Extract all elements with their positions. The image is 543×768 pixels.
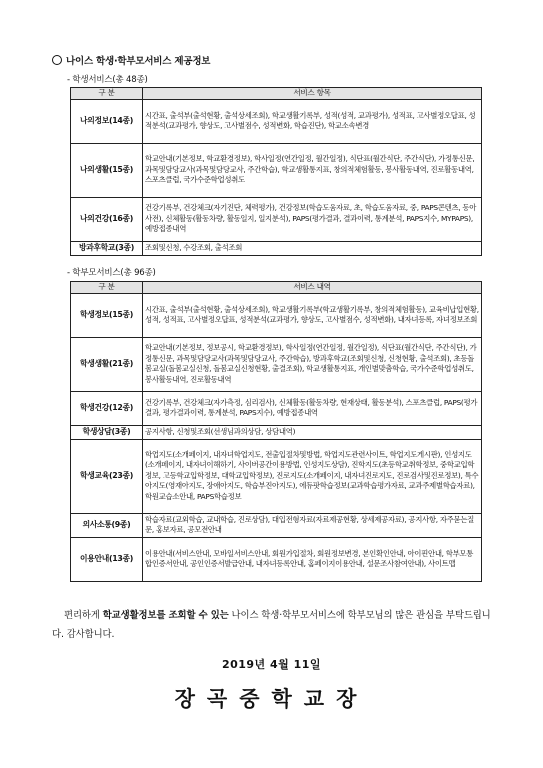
table-row <box>71 241 482 255</box>
row-category: 학생교육(23종) <box>71 439 143 513</box>
table-row <box>71 293 482 337</box>
row-category: 나의생활(15종) <box>71 143 143 197</box>
col-category-header: 구 분 <box>71 282 143 294</box>
row-items: 조회및신청, 수강조회, 출석조회 <box>143 241 482 255</box>
table-row <box>71 425 482 439</box>
row-items: 학교안내(기본정보, 정보공시, 학교환경정보), 학사일정(연간일정, 월간일정), 식단표(월간식단, 주간식단), 가정통신문, 과목및담당교사(과목및담당교사, 주간학습), 방과후학교(조회및신청, 신청현황, 출석조회), 초등돌봄교실(돌봄교실신청, 돌봄교실신청현황, 출결조회), 학교생활통지표, 개인별맞춤학습, 국가수준학업성취도, 봉사활동내역, 진로활동내역 <box>143 337 482 391</box>
row-items: 학교안내(기본정보, 학교환경정보), 학사일정(연간일정, 월간일정), 식단표(월간식단, 주간식단), 가정통신문, 과목및담당교사(과목및담당교사, 주간학습), 학교생활통지표, 창의적체험활동, 봉사활동내역, 진로활동내역, 스포츠클럽, 국가수준학업성취도 <box>143 143 482 197</box>
col-items-header: 서비스 내역 <box>143 282 482 294</box>
table-row <box>71 537 482 581</box>
parent-service-label: - 학부모서비스(총 96종) <box>67 268 156 278</box>
row-category: 학생건강(12종) <box>71 391 143 425</box>
row-category: 학생정보(15종) <box>71 293 143 337</box>
table-row <box>71 513 482 537</box>
school-principal-signature: 장곡중학교장 <box>174 686 369 711</box>
row-items: 이용안내(서비스안내, 모바일서비스안내, 회원가입절차, 회원정보변경, 본인확인안내, 아이핀안내, 학부모통합인증서안내, 공인인증서발급안내, 내자녀등록안내, 홈페이지이용안내, 설문조사참여안내), 사이트맵 <box>143 537 482 581</box>
row-items: 건강기록부, 건강체크(자기진단, 체력평가), 건강정보(학습도움자료, 초, 학습도움자료, 중, PAPS콘텐츠, 동아사전), 신체활동(활동차량, 활동일지, 일지분석), PAPS(평가결과, 결과이력, 통계분석, PAPS지수, MYPAPS), 예방접종내역 <box>143 197 482 241</box>
row-items: 시간표, 출석부(출석현황, 출석상세조회), 학교생활기록부, 성적(성적, 교과평가), 성적표, 고사별정오답표, 성적분석(교과평가, 향상도, 고사별점수, 성적변화, 학습진단), 학교소속변경 <box>143 99 482 143</box>
table-header-row <box>71 88 482 100</box>
table-row <box>71 337 482 391</box>
col-items-header: 서비스 항목 <box>143 88 482 100</box>
col-category-header: 구 분 <box>71 88 143 100</box>
closing-text-start: 편리하게 <box>64 610 103 621</box>
row-category: 방과후학교(3종) <box>71 241 143 255</box>
student-service-table <box>70 87 482 256</box>
table-row <box>71 197 482 241</box>
row-category: 나의정보(14종) <box>71 99 143 143</box>
table-row <box>71 439 482 513</box>
heading-text: 나이스 학생·학부모서비스 제공정보 <box>66 56 211 67</box>
row-category: 의사소통(9종) <box>71 513 143 537</box>
row-category: 이용안내(13종) <box>71 537 143 581</box>
table-row <box>71 143 482 197</box>
row-items: 학습자료(교외학습, 교내학습, 진로상담), 대입전형자료(자료제공현황, 상세제공자료), 공지사항, 자주묻는질문, 홍보자료, 공모전안내 <box>143 513 482 537</box>
table-row <box>71 99 482 143</box>
row-category: 나의건강(16종) <box>71 197 143 241</box>
row-category: 학생상담(3종) <box>71 425 143 439</box>
table-row <box>71 391 482 425</box>
circle-bullet-icon <box>52 55 62 65</box>
closing-message <box>52 606 500 644</box>
section-heading <box>52 53 210 67</box>
closing-text-emphasis: 학교생활정보를 조회할 수 있는 <box>102 610 229 621</box>
table-header-row <box>71 282 482 294</box>
row-items: 학업지도(소개페이지, 내자녀학업지도, 전출입절차및방법, 학업지도관련사이트, 학업지도게시판), 인성지도(소개페이지, 내자녀이해하기, 사이버공간이용방법, 인성지도상담), 진학지도(초등학교취학정보, 중학교입학정보, 고등학교입학정보, 대학교입학정보), 진로지도(소개페이지, 내자녀진로지도, 진로검사및진로정보), 특수아지도(영재아지도, 장애아지도, 학습부진아지도), 에듀팟학습정보(교과학습평가자료, 교과주제별학습자료), 학원교습소안내, PAPS학습정보 <box>143 439 482 513</box>
row-category: 학생생활(21종) <box>71 337 143 391</box>
closing-text-end: 나이스 학생·학부모서비스에 학부모님의 많은 관심을 부탁드립니다. 감사합니다. <box>52 610 491 640</box>
document-date: 2019년 4월 11일 <box>221 658 322 671</box>
student-service-label: - 학생서비스(총 48종) <box>67 75 148 85</box>
row-items: 시간표, 출석부(출석현황, 출석상세조회), 학교생활기록부(학교생활기록부, 창의적체험활동), 교육비납입현황, 성적, 성적표, 고사별정오답표, 성적분석(교과평가, 향상도, 고사별점수, 성적변화), 내자녀등록, 자녀정보조회 <box>143 293 482 337</box>
row-items: 건강기록부, 건강체크(자가측정, 심리검사), 신체활동(활동차량, 현재상태, 활동분석), 스포츠클럽, PAPS(평가결과, 평가결과이력, 통계분석, PAPS지수), 예방접종내역 <box>143 391 482 425</box>
row-items: 공지사항, 신청및조회(선생님과의상담, 상담내역) <box>143 425 482 439</box>
parent-service-table <box>70 281 482 582</box>
